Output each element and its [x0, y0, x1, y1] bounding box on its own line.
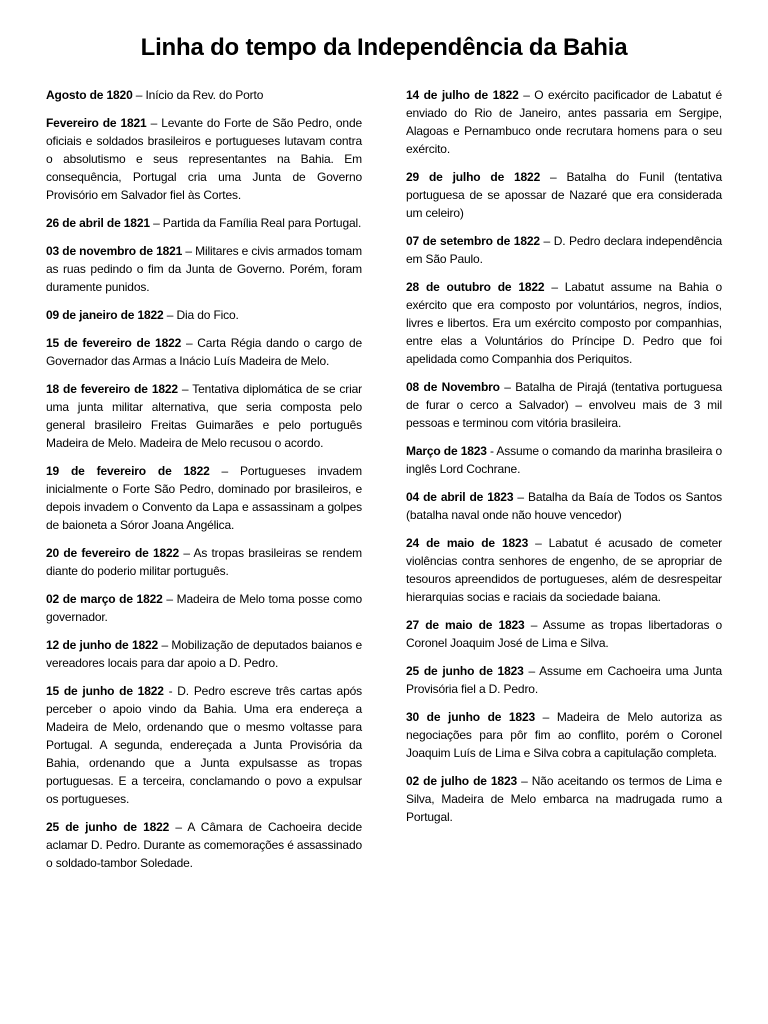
timeline-column-right: [406, 86, 722, 836]
timeline-entry-text: – Levante do Forte de São Pedro, onde oficiais e soldados brasileiros e portugueses lutavam contra o absolutismo e seus representantes na Bahia. Em consequência, Portugal cria uma Junta de Governo Provisório em Salvador fiel às Cortes.: [46, 116, 362, 202]
timeline-entry: [46, 818, 362, 872]
timeline-entry-text: – Não aceitando os termos de Lima e Silva, Madeira de Melo embarca na madrugada rumo a Portugal.: [406, 774, 722, 824]
timeline-entry-date: 27 de maio de 1823: [406, 618, 525, 632]
timeline-entry-text: – D. Pedro declara independência em São Paulo.: [406, 234, 722, 266]
timeline-entry-date: 19 de fevereiro de 1822: [46, 464, 210, 478]
timeline-entry-text: - Assume o comando da marinha brasileira o inglês Lord Cochrane.: [406, 444, 722, 476]
timeline-entry-date: 29 de julho de 1822: [406, 170, 541, 184]
timeline-entry-date: 25 de junho de 1822: [46, 820, 170, 834]
timeline-entry-text: – Madeira de Melo autoriza as negociações para pôr fim ao conflito, porém o Coronel Joaquim Luís de Lima e Silva cobra a capitulação completa.: [406, 710, 722, 760]
timeline-entry: [46, 682, 362, 808]
timeline-entry: [46, 544, 362, 580]
timeline-entry-date: 02 de julho de 1823: [406, 774, 517, 788]
timeline-entry-date: 30 de junho de 1823: [406, 710, 536, 724]
timeline-entry: [46, 306, 362, 324]
timeline-entry: [46, 214, 362, 232]
timeline-entry-text: – Madeira de Melo toma posse como governador.: [46, 592, 362, 624]
timeline-entry-date: 25 de junho de 1823: [406, 664, 524, 678]
timeline-entry-text: – O exército pacificador de Labatut é enviado do Rio de Janeiro, antes passaria em Sergipe, Alagoas e Pernambuco onde recrutara homens para o seu exército.: [406, 88, 722, 156]
timeline-entry-date: 18 de fevereiro de 1822: [46, 382, 178, 396]
timeline-entry-date: 15 de junho de 1822: [46, 684, 164, 698]
timeline-entry-date: 08 de Novembro: [406, 380, 500, 394]
timeline-entry-text: – Dia do Fico.: [163, 308, 239, 322]
timeline-entry-text: – Mobilização de deputados baianos e vereadores locais para dar apoio a D. Pedro.: [46, 638, 362, 670]
timeline-entry: [406, 442, 722, 478]
timeline-entry-text: – Portugueses invadem inicialmente o Forte São Pedro, dominado por brasileiros, e depois invadem o Convento da Lapa e assassinam a golpes de baioneta a Sóror Joana Angélica.: [46, 464, 362, 532]
timeline-entry: [46, 380, 362, 452]
timeline-entry-date: 03 de novembro de 1821: [46, 244, 183, 258]
timeline-entry: [406, 616, 722, 652]
timeline-entry: [406, 708, 722, 762]
timeline-entry-text: – Assume as tropas libertadoras o Coronel Joaquim José de Lima e Silva.: [406, 618, 722, 650]
timeline-entry-date: 15 de fevereiro de 1822: [46, 336, 182, 350]
timeline-entry-text: – Batalha de Pirajá (tentativa portuguesa de furar o cerco a Salvador) – envolveu mais de 3 mil pessoas e terminou com vitória brasileira.: [406, 380, 723, 430]
timeline-entry-date: 12 de junho de 1822: [46, 638, 159, 652]
timeline-entry-date: Março de 1823: [406, 444, 487, 458]
timeline-entry: [406, 86, 722, 158]
timeline-entry-date: 07 de setembro de 1822: [406, 234, 540, 248]
timeline-entry-date: 14 de julho de 1822: [406, 88, 519, 102]
timeline-entry: [46, 590, 362, 626]
timeline-entry: [46, 86, 362, 104]
timeline-entry: [46, 636, 362, 672]
timeline-entry: [406, 772, 722, 826]
timeline-entry: [406, 378, 722, 432]
timeline-entry-date: 02 de março de 1822: [46, 592, 163, 606]
timeline-entry-text: – Labatut é acusado de cometer violências contra senhores de engenho, de se apropriar de tesouros apreendidos de portugueses, além de desrespeitar hierarquias socias e raciais da sociedade baiana.: [406, 536, 722, 604]
timeline-entry: [406, 662, 722, 698]
timeline-entry-text: – Labatut assume na Bahia o exército que era composto por voluntários, negros, índios, livres e libertos. Era um exército composto por companhias, entre elas a Voluntários do Príncipe D. Pedro que foi apelidada como Companhia dos Periquitos.: [406, 280, 722, 366]
timeline-entry-date: 24 de maio de 1823: [406, 536, 529, 550]
page-title: Linha do tempo da Independência da Bahia: [140, 34, 628, 61]
timeline-entry-date: Agosto de 1820: [46, 88, 133, 102]
timeline-entry-text: – Batalha da Baía de Todos os Santos (batalha naval onde não houve vencedor): [406, 490, 722, 522]
timeline-entry-date: 09 de janeiro de 1822: [46, 308, 164, 322]
timeline-entry-date: 20 de fevereiro de 1822: [46, 546, 180, 560]
timeline-entry-text: – Assume em Cachoeira uma Junta Provisória fiel a D. Pedro.: [406, 664, 722, 696]
timeline-entry-text: – As tropas brasileiras se rendem diante do poderio militar português.: [46, 546, 362, 578]
timeline-entry-date: 28 de outubro de 1822: [406, 280, 545, 294]
timeline-entry: [406, 232, 722, 268]
timeline-entry-text: – Tentativa diplomática de se criar uma junta militar alternativa, que seria composta pelo general brasileiro Freitas Guimarães e pelo português Madeira de Melo. Madeira de Melo recusou o acordo.: [46, 382, 362, 450]
timeline-entry: [406, 278, 722, 368]
timeline-entry-text: – Militares e civis armados tomam as ruas pedindo o fim da Junta de Governo. Porém, foram duramente punidos.: [46, 244, 362, 294]
timeline-entry-text: – Início da Rev. do Porto: [132, 88, 264, 102]
timeline-entry-text: - D. Pedro escreve três cartas após perceber o apoio vindo da Bahia. Uma era endereça a Madeira de Melo, ordenando que o mesmo voltasse para Portugal. A segunda, endereçada a Junta Provisória da Bahia, ordenando que a Junta expulsasse as tropas portuguesas. E a terceira, conclamando o povo a expulsar os portugueses.: [46, 684, 362, 806]
timeline-entry: [46, 242, 362, 296]
timeline-entry-text: – A Câmara de Cachoeira decide aclamar D. Pedro. Durante as comemorações é assassinado o soldado-tambor Soledade.: [46, 820, 362, 870]
timeline-entry-text: – Batalha do Funil (tentativa portuguesa de se apossar de Nazaré que era considerada um celeiro): [406, 170, 722, 220]
timeline-entry: [406, 534, 722, 606]
timeline-entry: [406, 168, 722, 222]
timeline-entry-text: – Partida da Família Real para Portugal.: [149, 216, 362, 230]
timeline-entry: [46, 334, 362, 370]
timeline-entry-date: Fevereiro de 1821: [46, 116, 147, 130]
timeline-entry-text: – Carta Régia dando o cargo de Governador das Armas a Inácio Luís Madeira de Melo.: [46, 336, 362, 368]
timeline-entry-date: 04 de abril de 1823: [406, 490, 514, 504]
timeline-entry-date: 26 de abril de 1821: [46, 216, 150, 230]
timeline-entry: [46, 462, 362, 534]
timeline-column-left: [46, 86, 362, 882]
timeline-entry: [46, 114, 362, 204]
timeline-entry: [406, 488, 722, 524]
